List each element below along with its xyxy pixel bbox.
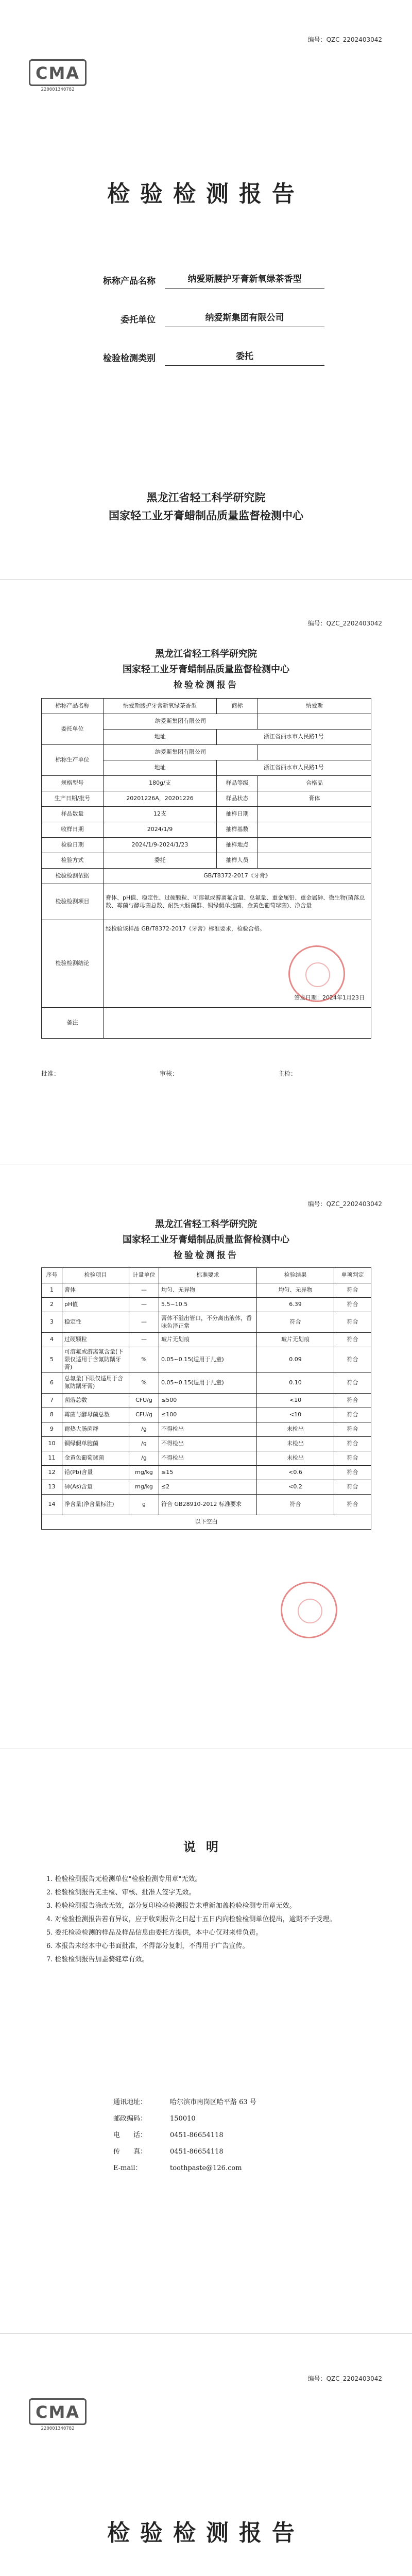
- cell-label: 委托单位: [42, 714, 104, 745]
- page-org-1: 黑龙江省轻工科学研究院: [155, 1219, 257, 1230]
- cell-label: 地址: [104, 730, 217, 745]
- results-cell: 7: [42, 1393, 62, 1408]
- results-cell: 未检出: [257, 1436, 334, 1451]
- cell-value: 纳爱斯集团有限公司: [104, 745, 258, 760]
- results-cell: 1: [42, 1283, 62, 1298]
- sign-edit: 主检：: [278, 1070, 297, 1077]
- results-cell: 符合: [334, 1408, 371, 1422]
- page-report-title: 检验检测报告: [174, 1250, 238, 1261]
- header-cell: 计量单位: [129, 1268, 159, 1283]
- results-cell: 符合: [334, 1494, 371, 1515]
- cma-logo: [29, 2398, 90, 2431]
- results-table: [41, 1267, 371, 1530]
- cma-logo: [29, 59, 90, 92]
- results-row: [42, 1283, 371, 1298]
- results-cell: 符合: [334, 1422, 371, 1436]
- results-page: [0, 1170, 412, 1749]
- results-cell: —: [129, 1333, 159, 1347]
- results-cell: 0.05~0.15(适用于儿童): [159, 1347, 257, 1373]
- results-cell: 不得检出: [159, 1451, 257, 1465]
- cell-label: 标称生产单位: [42, 745, 104, 776]
- results-cell: 符合: [334, 1436, 371, 1451]
- note-item: 5. 委托检验检测的样品及样品信息由委托方提供，本中心仅对来样负责。: [46, 1929, 263, 1937]
- results-cell: /g: [129, 1422, 159, 1436]
- cell-label: 标称产品名称: [42, 699, 104, 714]
- contact-block: [113, 2094, 330, 2177]
- results-cell: 符合: [334, 1480, 371, 1494]
- cell-label: 样品数量: [42, 807, 104, 822]
- cell-empty: [258, 745, 371, 760]
- cell-value: GB/T8372-2017《牙膏》: [104, 869, 371, 884]
- results-cell: 5: [42, 1347, 62, 1373]
- cell-value: 20201226A，20201226: [104, 791, 217, 807]
- results-cell: <0.6: [257, 1465, 334, 1480]
- notes-list: [46, 1873, 366, 1967]
- results-cell: ≤500: [159, 1393, 257, 1408]
- official-seal-icon: [288, 945, 345, 1002]
- cell-value: [104, 1008, 371, 1039]
- results-cell: ≤100: [159, 1408, 257, 1422]
- cell-value: 纳爱斯腰护牙膏新氧绿茶香型: [104, 699, 217, 714]
- results-cell: 符合: [334, 1347, 371, 1373]
- results-row: [42, 1436, 371, 1451]
- cell-label: 抽样人员: [217, 853, 258, 869]
- results-cell: 未检出: [257, 1451, 334, 1465]
- contact-fax: 传 真： 0451-86654118: [113, 2148, 224, 2156]
- report-number: 编号：QZC_2202403042: [307, 1200, 382, 1208]
- header-cell: 单项判定: [334, 1268, 371, 1283]
- cell-label: 检验检测依据: [42, 869, 104, 884]
- cell-label: 抽样日期: [217, 807, 258, 822]
- page-org-1: 黑龙江省轻工科学研究院: [155, 649, 257, 659]
- header-cell: 检验项目: [62, 1268, 129, 1283]
- results-cell: 3: [42, 1312, 62, 1333]
- cell-value: 2024/1/9-2024/1/23: [104, 838, 217, 853]
- contact-postcode: 邮政编码： 150010: [113, 2115, 196, 2123]
- cell-label: 生产日期/批号: [42, 791, 104, 807]
- results-cell: 膏体: [62, 1283, 129, 1298]
- results-cell: /g: [129, 1436, 159, 1451]
- results-cell: —: [129, 1298, 159, 1312]
- note-item: 3. 检验检测报告涂改无效，部分复印检验检测报告未重新加盖检验检测专用章无效。: [46, 1902, 296, 1910]
- client-value: 纳爱斯集团有限公司: [165, 309, 324, 327]
- cell-value: 浙江省丽水市人民路1号: [217, 730, 371, 745]
- cover-category-row: [77, 348, 335, 365]
- cell-value: [258, 853, 371, 869]
- cell-label: 样品等级: [217, 776, 258, 791]
- page-org-2: 国家轻工业牙膏蜡制品质量监督检测中心: [123, 1234, 289, 1245]
- report-number: 编号：QZC_2202403042: [307, 620, 382, 627]
- cell-label: 地址: [104, 760, 217, 776]
- results-cell: 霉菌与酵母菌总数: [62, 1408, 129, 1422]
- results-row: [42, 1494, 371, 1515]
- cell-value: 2024/1/9: [104, 822, 217, 838]
- notes-title: 说明: [183, 1839, 229, 1854]
- results-cell: 8: [42, 1408, 62, 1422]
- results-row: [42, 1372, 371, 1393]
- results-cell: 符合: [334, 1465, 371, 1480]
- results-cell: 总氟量(下限仅适用于含氟防龋牙膏): [62, 1372, 129, 1393]
- cover-product-row: [77, 270, 335, 288]
- cell-label: 备注: [42, 1008, 104, 1039]
- results-cell: 均匀、无异物: [159, 1283, 257, 1298]
- results-cell: 均匀、无异物: [257, 1283, 334, 1298]
- cell-value: 膏体、pH值、稳定性、过硬颗粒、可溶氟或游离氟含量、总氟量、重金属铅、重金属砷、微生物(菌落总数、霉菌与酵母菌总数、耐热大肠菌群、铜绿假单胞菌、金黄色葡萄球菌)、净含量: [104, 884, 371, 920]
- conclusion-text: 经检验该样品 GB/T8372-2017《牙膏》标准要求，检验合格。: [106, 925, 265, 932]
- report-number: 编号：QZC_2202403042: [307, 2375, 382, 2382]
- results-cell: g: [129, 1494, 159, 1515]
- results-cell: 11: [42, 1451, 62, 1465]
- client-label: 委托单位: [121, 315, 156, 325]
- results-cell: —: [129, 1312, 159, 1333]
- results-cell: 5.5~10.5: [159, 1298, 257, 1312]
- results-blank-row: [42, 1515, 371, 1529]
- cell-label: 检验检测结论: [42, 920, 104, 1008]
- results-cell: 菌落总数: [62, 1393, 129, 1408]
- page-report-title: 检验检测报告: [174, 680, 238, 690]
- cell-value: 纳爱斯: [258, 699, 371, 714]
- results-cell: 符合: [257, 1312, 334, 1333]
- cell-value: [258, 838, 371, 853]
- results-cell: 玻片无划痕: [257, 1333, 334, 1347]
- results-row: [42, 1451, 371, 1465]
- results-row: [42, 1408, 371, 1422]
- results-cell: 符合: [257, 1494, 334, 1515]
- cell-value: 纳爱斯集团有限公司: [104, 714, 258, 730]
- category-label: 检验检测类别: [103, 353, 156, 364]
- results-cell: 14: [42, 1494, 62, 1515]
- product-label: 标称产品名称: [103, 276, 156, 286]
- results-cell: 符合: [334, 1451, 371, 1465]
- results-cell: 2: [42, 1298, 62, 1312]
- results-cell: 符合: [334, 1333, 371, 1347]
- header-cell: 序号: [42, 1268, 62, 1283]
- cover-org-1: 黑龙江省轻工科学研究院: [146, 491, 266, 504]
- results-cell: 未检出: [257, 1422, 334, 1436]
- results-cell: —: [129, 1283, 159, 1298]
- cma-mark-icon: CMA: [35, 63, 80, 83]
- results-row: [42, 1333, 371, 1347]
- results-cell: mg/kg: [129, 1480, 159, 1494]
- results-row: [42, 1480, 371, 1494]
- results-cell: 耐热大肠菌群: [62, 1422, 129, 1436]
- contact-address: 通讯地址： 哈尔滨市南岗区哈平路 63 号: [113, 2098, 256, 2106]
- results-cell: 0.09: [257, 1347, 334, 1373]
- product-value: 纳爱斯腰护牙膏新氧绿茶香型: [165, 270, 324, 289]
- results-cell: 稳定性: [62, 1312, 129, 1333]
- results-cell: 6.39: [257, 1298, 334, 1312]
- cell-value: 浙江省丽水市人民路1号: [217, 760, 371, 776]
- sign-review: 审核：: [160, 1070, 179, 1077]
- results-cell: %: [129, 1347, 159, 1373]
- results-cell: 符合: [334, 1372, 371, 1393]
- results-cell: 净含量(净含量标注): [62, 1494, 129, 1515]
- results-cell: 过硬颗粒: [62, 1333, 129, 1347]
- results-cell: 金黄色葡萄球菌: [62, 1451, 129, 1465]
- results-cell: 4: [42, 1333, 62, 1347]
- category-value: 委托: [165, 348, 324, 366]
- results-cell: 玻片无划痕: [159, 1333, 257, 1347]
- cell-label: 收样日期: [42, 822, 104, 838]
- results-cell: 符合: [334, 1393, 371, 1408]
- results-cell: /g: [129, 1451, 159, 1465]
- results-row: [42, 1465, 371, 1480]
- results-cell: 不得检出: [159, 1422, 257, 1436]
- cell-label: 抽样基数: [217, 822, 258, 838]
- cell-label: 规格型号: [42, 776, 104, 791]
- cell-label: 商标: [217, 699, 258, 714]
- note-item: 6. 本报告未经本中心书面批准，不得部分复制，不得用于广告宣传。: [46, 1942, 249, 1950]
- results-cell: CFU/g: [129, 1408, 159, 1422]
- results-row: [42, 1312, 371, 1333]
- note-item: 1. 检验检测报告无检测单位"检验检测专用章"无效。: [46, 1875, 202, 1883]
- cell-value: [258, 822, 371, 838]
- results-cell: 铅(Pb)含量: [62, 1465, 129, 1480]
- cell-label: 检验检测项目: [42, 884, 104, 920]
- results-cell: 6: [42, 1372, 62, 1393]
- results-cell: <0.2: [257, 1480, 334, 1494]
- results-cell: ≤15: [159, 1465, 257, 1480]
- cma-mark-icon: CMA: [35, 2402, 80, 2422]
- notes-page: [0, 1754, 412, 2334]
- cell-value: 委托: [104, 853, 217, 869]
- cell-value: 合格品: [258, 776, 371, 791]
- issue-date: 签发日期：2024年1月23日: [294, 994, 365, 1002]
- note-item: 4. 对检验检测报告若有异议，应于收到报告之日起十五日内向检验检测单位提出，逾期不予受理。: [46, 1916, 336, 1923]
- cell-empty: [258, 714, 371, 730]
- results-cell: pH值: [62, 1298, 129, 1312]
- results-cell: 膏体不溢出管口，不分离出液体，香味色泽正常: [159, 1312, 257, 1333]
- cma-number: 220001340782: [41, 2426, 75, 2431]
- note-item: 7. 检验检测报告加盖骑缝章有效。: [46, 1956, 149, 1963]
- cover-page: [0, 0, 412, 580]
- cover-client-row: [77, 309, 335, 327]
- results-cell: 13: [42, 1480, 62, 1494]
- cover-page-2: [0, 2339, 412, 2576]
- info-page: [0, 585, 412, 1164]
- results-cell: 不得检出: [159, 1436, 257, 1451]
- blank-note: 以下空白: [42, 1515, 371, 1529]
- cell-label: 样品状态: [217, 791, 258, 807]
- results-cell: %: [129, 1372, 159, 1393]
- note-item: 2. 检验检测报告无主检、审核、批准人签字无效。: [46, 1889, 196, 1896]
- results-cell: 砷(As)含量: [62, 1480, 129, 1494]
- cell-value: 180g/支: [104, 776, 217, 791]
- results-row: [42, 1393, 371, 1408]
- results-cell: 铜绿假单胞菌: [62, 1436, 129, 1451]
- results-cell: 9: [42, 1422, 62, 1436]
- cell-label: 抽样地点: [217, 838, 258, 853]
- cell-value: 膏体: [258, 791, 371, 807]
- results-cell: 10: [42, 1436, 62, 1451]
- page-org-2: 国家轻工业牙膏蜡制品质量监督检测中心: [123, 664, 289, 675]
- cma-number: 220001340782: [41, 87, 75, 92]
- sign-approve: 批准：: [41, 1070, 60, 1077]
- results-cell: 符合 GB28910-2012 标准要求: [159, 1494, 257, 1515]
- results-cell: mg/kg: [129, 1465, 159, 1480]
- results-cell: 符合: [334, 1298, 371, 1312]
- cover-title: 检验检测报告: [107, 2520, 305, 2546]
- results-cell: ≤2: [159, 1480, 257, 1494]
- results-cell: 12: [42, 1465, 62, 1480]
- official-seal-icon: [281, 1582, 337, 1638]
- results-cell: <10: [257, 1393, 334, 1408]
- cover-title: 检验检测报告: [107, 181, 305, 207]
- cell-label: 检验日期: [42, 838, 104, 853]
- results-cell: 0.05~0.15(适用于儿童): [159, 1372, 257, 1393]
- results-header-row: [42, 1268, 371, 1283]
- contact-email: E-mail： toothpaste@126.com: [113, 2164, 242, 2172]
- results-row: [42, 1298, 371, 1312]
- results-cell: <10: [257, 1408, 334, 1422]
- cover-org-2: 国家轻工业牙膏蜡制品质量监督检测中心: [109, 509, 303, 522]
- cell-value: 12支: [104, 807, 217, 822]
- results-row: [42, 1347, 371, 1373]
- cell-value: [258, 807, 371, 822]
- cell-label: 检验方式: [42, 853, 104, 869]
- results-cell: 符合: [334, 1312, 371, 1333]
- contact-phone: 电 话： 0451-86654118: [113, 2131, 224, 2139]
- results-row: [42, 1422, 371, 1436]
- results-cell: 0.10: [257, 1372, 334, 1393]
- header-cell: 标准要求: [159, 1268, 257, 1283]
- header-cell: 检验结果: [257, 1268, 334, 1283]
- report-number: 编号：QZC_2202403042: [307, 36, 382, 43]
- results-cell: 可溶氟或游离氟含量(下限仅适用于含氟防龋牙膏): [62, 1347, 129, 1373]
- results-cell: CFU/g: [129, 1393, 159, 1408]
- results-cell: 符合: [334, 1283, 371, 1298]
